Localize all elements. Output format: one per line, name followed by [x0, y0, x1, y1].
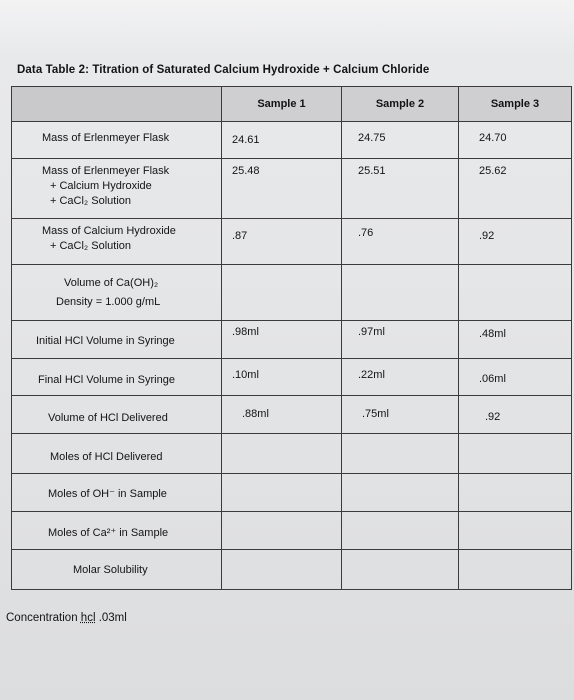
cell-value [222, 550, 341, 556]
header-cell-blank [12, 87, 222, 122]
cell-value: 24.61 [232, 134, 260, 146]
data-table [11, 86, 572, 590]
cell-value [222, 265, 341, 271]
header-row [12, 87, 572, 122]
cell-sample-3 [459, 265, 572, 321]
cell-sample-3 [459, 321, 572, 359]
row-label [12, 265, 222, 321]
cell-value: .75ml [362, 408, 389, 420]
cell-value [459, 474, 571, 480]
cell-sample-1 [222, 159, 342, 219]
top-margin [0, 0, 574, 56]
cell-value: 24.75 [358, 132, 386, 144]
row-label [12, 550, 222, 590]
header-sample-3: Sample 3 [459, 87, 572, 122]
table-row [12, 550, 572, 590]
table-row [12, 434, 572, 474]
table-title: Data Table 2: Titration of Saturated Calcium Hydroxide + Calcium Chloride [17, 64, 430, 76]
cell-sample-2 [342, 359, 459, 396]
row-label [12, 321, 222, 359]
cell-value [342, 474, 458, 480]
row-label-line: Mass of Erlenmeyer Flask [42, 165, 170, 177]
table-row [12, 474, 572, 512]
row-label [12, 396, 222, 434]
cell-value [342, 434, 458, 440]
row-label-line: Volume of HCl Delivered [48, 412, 168, 424]
row-label-line: Final HCl Volume in Syringe [38, 374, 175, 386]
cell-sample-1 [222, 474, 342, 512]
cell-sample-3 [459, 512, 572, 550]
row-label [12, 474, 222, 512]
cell-value: .22ml [358, 369, 385, 381]
cell-sample-3 [459, 122, 572, 159]
row-label-line: Moles of OH⁻ in Sample [48, 488, 167, 500]
cell-value [459, 512, 571, 518]
cell-value [222, 474, 341, 480]
cell-sample-2 [342, 434, 459, 474]
cell-sample-1 [222, 434, 342, 474]
cell-sample-1 [222, 550, 342, 590]
row-label-line: Moles of HCl Delivered [50, 451, 163, 463]
cell-sample-1 [222, 321, 342, 359]
cell-value [342, 265, 458, 271]
cell-sample-1 [222, 359, 342, 396]
header-sample-1: Sample 1 [222, 87, 342, 122]
row-label-line: + Calcium Hydroxide [50, 180, 152, 192]
cell-sample-2 [342, 512, 459, 550]
table-row [12, 396, 572, 434]
row-label [12, 512, 222, 550]
cell-value [222, 434, 341, 440]
cell-sample-2 [342, 550, 459, 590]
cell-value: .48ml [479, 328, 506, 340]
cell-value: .92 [485, 411, 501, 423]
cell-value: .76 [358, 227, 374, 239]
cell-value [342, 550, 458, 556]
cell-sample-2 [342, 321, 459, 359]
cell-sample-3 [459, 396, 572, 434]
concentration-prefix: Concentration [6, 612, 81, 624]
concentration-note [6, 612, 127, 624]
table-row [12, 512, 572, 550]
table-row [12, 321, 572, 359]
cell-sample-3 [459, 550, 572, 590]
cell-sample-1 [222, 219, 342, 265]
cell-sample-1 [222, 396, 342, 434]
concentration-hcl: hcl [80, 612, 96, 624]
cell-sample-3 [459, 219, 572, 265]
cell-value [459, 434, 571, 440]
table-row [12, 122, 572, 159]
row-label [12, 159, 222, 219]
cell-value [342, 512, 458, 518]
row-label-line: + CaCl₂ Solution [50, 195, 132, 207]
cell-value: .87 [232, 230, 248, 242]
cell-value [459, 265, 571, 271]
cell-sample-3 [459, 474, 572, 512]
cell-sample-1 [222, 512, 342, 550]
cell-value: 25.48 [232, 165, 260, 177]
row-label-line: Mass of Erlenmeyer Flask [42, 132, 170, 144]
cell-value: .06ml [479, 373, 506, 385]
cell-sample-2 [342, 396, 459, 434]
cell-value: .92 [479, 230, 495, 242]
cell-value [222, 512, 341, 518]
cell-value [459, 550, 571, 556]
cell-value: .88ml [242, 408, 269, 420]
cell-value: .10ml [232, 369, 259, 381]
cell-sample-3 [459, 159, 572, 219]
row-label [12, 359, 222, 396]
table-row [12, 265, 572, 321]
row-label-line: Molar Solubility [73, 564, 148, 576]
row-label [12, 434, 222, 474]
row-label-line: Mass of Calcium Hydroxide [42, 225, 176, 237]
cell-sample-2 [342, 474, 459, 512]
header-sample-2: Sample 2 [342, 87, 459, 122]
cell-sample-2 [342, 122, 459, 159]
row-label [12, 219, 222, 265]
table-row [12, 219, 572, 265]
row-label-line: Moles of Ca²⁺ in Sample [48, 527, 169, 539]
row-label-line: Volume of Ca(OH)₂ [64, 277, 159, 289]
cell-sample-1 [222, 265, 342, 321]
cell-value: 25.51 [358, 165, 386, 177]
cell-sample-2 [342, 159, 459, 219]
cell-value: 25.62 [479, 165, 507, 177]
cell-value: .98ml [232, 326, 259, 338]
concentration-value: .03ml [95, 612, 127, 624]
row-label-line: Initial HCl Volume in Syringe [36, 335, 175, 347]
cell-value: .97ml [358, 326, 385, 338]
cell-sample-2 [342, 265, 459, 321]
row-label-line: Density = 1.000 g/mL [56, 296, 161, 308]
cell-sample-3 [459, 434, 572, 474]
cell-value: 24.70 [479, 132, 507, 144]
table-row [12, 359, 572, 396]
row-label [12, 122, 222, 159]
table-row [12, 159, 572, 219]
row-label-line: + CaCl₂ Solution [50, 240, 132, 252]
cell-sample-3 [459, 359, 572, 396]
cell-sample-1 [222, 122, 342, 159]
cell-sample-2 [342, 219, 459, 265]
